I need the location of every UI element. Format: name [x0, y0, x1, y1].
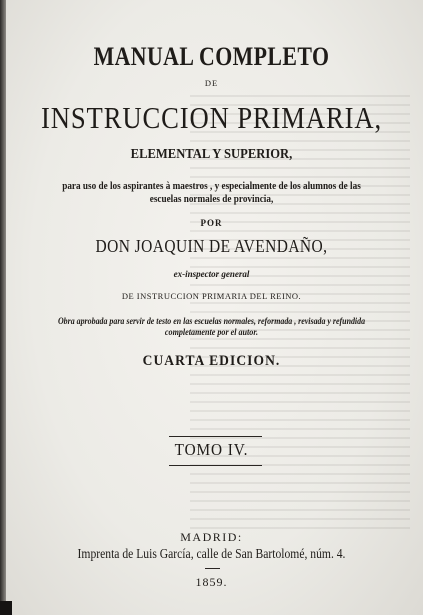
author-role-2: DE INSTRUCCION PRIMARIA DEL REINO.	[121, 291, 302, 301]
obra-note-line-2: completamente por el autor.	[164, 327, 259, 337]
author-name: DON JOAQUIN DE AVENDAÑO,	[95, 236, 328, 256]
printer-line: Imprenta de Luis García, calle de San Bartolomé, núm. 4.	[77, 546, 346, 561]
volume-rule-bottom	[169, 465, 262, 466]
por-label: POR	[200, 218, 223, 228]
year-label: 1859.	[195, 575, 228, 589]
subtitle-line-2: escuelas normales de provincia,	[149, 194, 274, 205]
title-line-1: MANUAL COMPLETO	[93, 42, 330, 71]
page-corner	[0, 601, 12, 615]
volume-rule-top	[169, 436, 262, 437]
title-de: DE	[204, 78, 219, 88]
title-line-2: INSTRUCCION PRIMARIA,	[41, 100, 382, 135]
edition-label: CUARTA EDICION.	[142, 353, 281, 369]
page-edge-shadow	[0, 0, 6, 615]
title-line-3: ELEMENTAL Y SUPERIOR,	[130, 147, 293, 162]
place-label: MADRID:	[180, 530, 243, 544]
author-role: ex-inspector general	[173, 269, 250, 279]
subtitle-line-1: para uso de los aspirantes à maestros , y especialmente de los alumnos de las	[62, 181, 361, 192]
obra-note-line-1: Obra aprobada para servir de testo en las escuelas normales, reformada , revisada y refundida	[57, 316, 366, 326]
volume-label: TOMO IV.	[174, 440, 249, 459]
year-rule	[205, 568, 220, 569]
